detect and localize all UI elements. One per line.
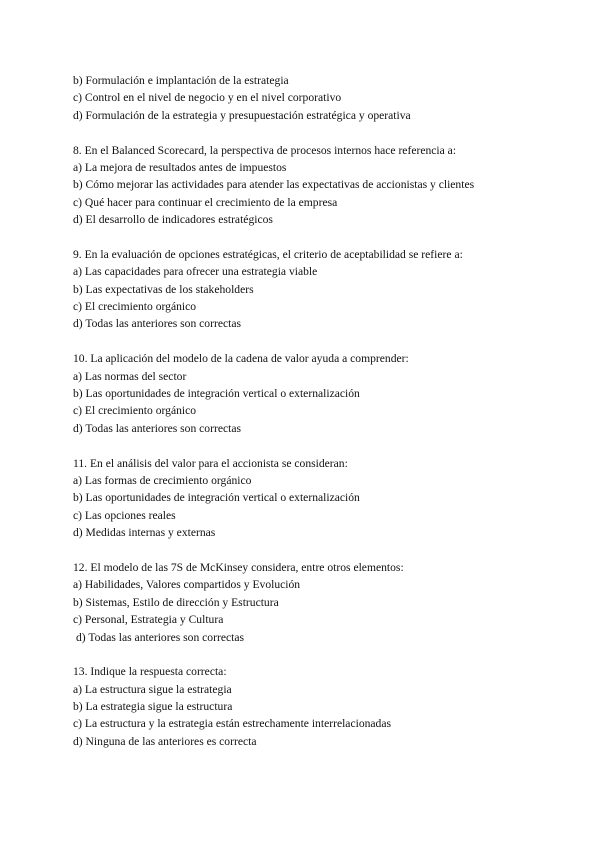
option-d: d) El desarrollo de indicadores estratégicos [73,213,273,227]
option-b: b) Sistemas, Estilo de dirección y Estructura [73,595,279,609]
question-13 [73,663,573,750]
option-c: c) Control en el nivel de negocio y en el nivel corporativo [73,91,342,105]
option-d: d) Todas las anteriores son correctas [76,630,244,644]
option-b: b) La estrategia sigue la estructura [73,700,233,714]
question-text: 8. En el Balanced Scorecard, la perspectiva de procesos internos hace referencia a: [73,143,457,157]
question-10 [73,350,573,437]
option-a: a) La mejora de resultados antes de impuestos [73,160,287,174]
question-8 [73,142,573,229]
option-a: a) Las capacidades para ofrecer una estrategia viable [73,265,318,279]
question-text: 13. Indique la respuesta correcta: [73,665,227,679]
question-text: 12. El modelo de las 7S de McKinsey considera, entre otros elementos: [73,560,404,574]
option-b: b) Cómo mejorar las actividades para atender las expectativas de accionistas y clientes [73,178,475,192]
question-text: 10. La aplicación del modelo de la cadena de valor ayuda a comprender: [73,352,409,366]
option-b: b) Formulación e implantación de la estrategia [73,74,289,87]
option-a: a) Las normas del sector [73,369,187,383]
option-a: a) La estructura sigue la estrategia [73,682,232,696]
option-a: a) Habilidades, Valores compartidos y Evolución [73,578,301,592]
option-b: b) Las expectativas de los stakeholders [73,282,254,296]
option-d: d) Medidas internas y externas [73,526,216,540]
option-d: d) Todas las anteriores son correctas [73,421,241,435]
document-page [73,72,573,768]
option-c: c) El crecimiento orgánico [73,300,197,314]
option-d: d) Ninguna de las anteriores es correcta [73,734,257,748]
question-12 [73,559,573,646]
option-d: d) Formulación de la estrategia y presupuestación estratégica y operativa [73,108,411,122]
question-9 [73,246,573,333]
question-7-continued [73,72,573,124]
option-c: c) Las opciones reales [73,508,176,522]
option-b: b) Las oportunidades de integración vertical o externalización [73,491,360,505]
option-c: c) La estructura y la estrategia están estrechamente interrelacionadas [73,717,392,731]
question-text: 9. En la evaluación de opciones estratégicas, el criterio de aceptabilidad se refiere a: [73,247,463,261]
question-text: 11. En el análisis del valor para el accionista se consideran: [73,456,348,470]
option-c: c) Qué hacer para continuar el crecimiento de la empresa [73,195,338,209]
option-a: a) Las formas de crecimiento orgánico [73,473,252,487]
question-11 [73,455,573,542]
option-c: c) El crecimiento orgánico [73,404,197,418]
option-c: c) Personal, Estrategia y Cultura [73,613,224,627]
option-b: b) Las oportunidades de integración vertical o externalización [73,387,360,401]
option-d: d) Todas las anteriores son correctas [73,317,241,331]
